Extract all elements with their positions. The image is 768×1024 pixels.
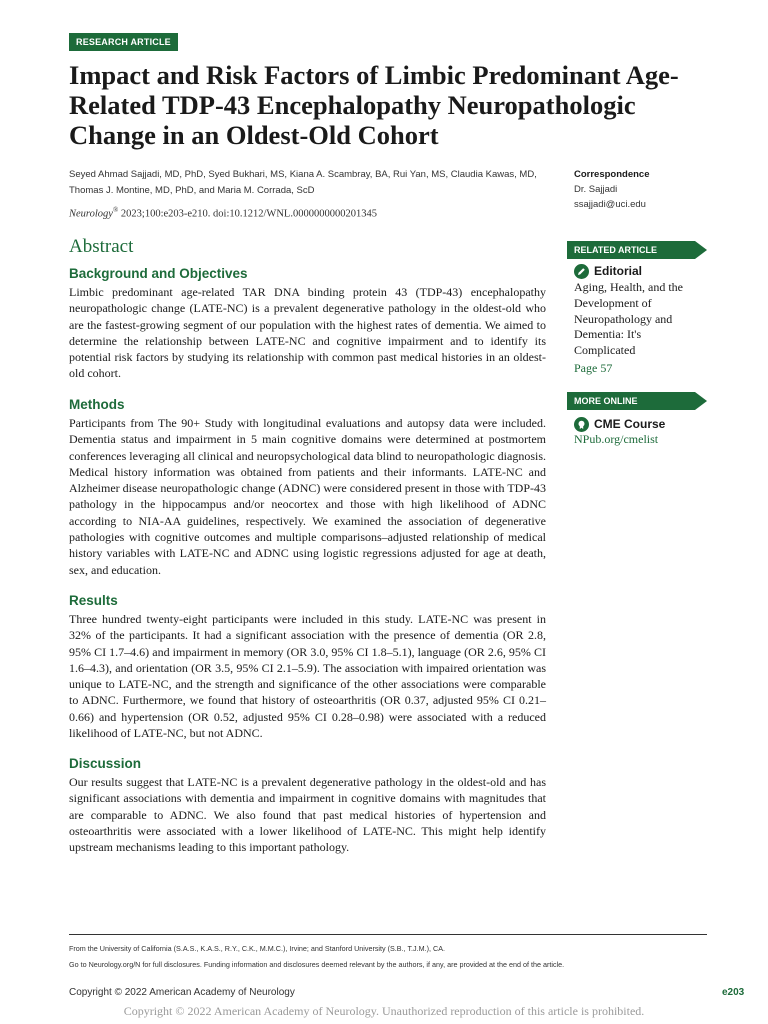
correspondence-heading: Correspondence <box>574 169 650 180</box>
affiliations-note: From the University of California (S.A.S., K.A.S., R.Y., C.K., M.M.C.), Irvine; and Stanford University (S.B., T.J.M.), CA. <box>69 944 445 953</box>
editorial-title[interactable]: Aging, Health, and the Development of Neuropathology and Dementia: It's Complicated <box>574 280 683 358</box>
citation <box>69 206 559 220</box>
cme-heading: CME Course <box>594 417 666 431</box>
abstract-heading: Abstract <box>69 236 134 257</box>
author-line-2: Thomas J. Montine, MD, PhD, and Maria M. Corrada, ScD <box>69 185 315 196</box>
more-online-tag: MORE ONLINE <box>567 392 695 410</box>
background-text: Limbic predominant age-related TAR DNA binding protein 43 (TDP-43) encephalopathy neuropathologic change (LATE-NC) is a prevalent degenerative pathology in the oldest-old who are the fastest-growing segment of our population with the highest rates of dementia. We aimed to determine the relationship between LATE-NC and cognitive impairment and to identify its potential risk factors by studying its relationship with common past medical histories in an oldest-old cohort. <box>69 285 546 381</box>
discussion-text: Our results suggest that LATE-NC is a prevalent degenerative pathology in the oldest-old and has significant associations with dementia and impairment in cognitive domains with magnitudes that are comparable to ADNC. We also found that past medical histories of hypertension and osteoarthritis were associated with a lower likelihood of LATE-NC. This might help identify upstream mechanisms leading to this important pathology. <box>69 775 546 855</box>
methods-text: Participants from The 90+ Study with longitudinal evaluations and autopsy data were included. Dementia status and impairment in 5 main cognitive domains were determined at postmortem conferences leveraging all clinical and neuropsychological data blind to neuropathologic diagnosis. Medical history information was obtained from patients and their informants. LATE-NC and Alzheimer disease neuropathologic change (ADNC) were considered present in those with TDP-43 pathology in the hippocampus and/or neocortex and those with high likelihood of ADNC according to NIA-AA guidelines, respectively. We examined the association of degenerative pathologies with cognitive outcomes and multiple comparisons–adjusted relationship of medical history variables with LATE-NC and ADNC using logistic regressions adjusted for age at death, sex, and education. <box>69 416 546 577</box>
cme-icon <box>574 417 589 432</box>
registered-mark: ® <box>112 206 119 214</box>
cme-link[interactable]: NPub.org/cmelist <box>574 432 659 446</box>
background-heading: Background and Objectives <box>69 266 248 281</box>
page-number: e203 <box>722 987 745 998</box>
discussion-heading: Discussion <box>69 756 142 771</box>
citation-details: 2023;100:e203-e210. doi:10.1212/WNL.0000000000201345 <box>118 208 377 220</box>
results-text: Three hundred twenty-eight participants were included in this study. LATE-NC was present in 32% of the participants. It had a significant association with the presence of dementia (OR 2.8, 95% CI 1.7–4.6) and impairment in memory (OR 3.0, 95% CI 1.8–5.1), language (OR 2.6, 95% CI 1.6–4.3), and orientation (OR 3.5, 95% CI 2.1–5.9). The association with impaired orientation was unique to LATE-NC, and the strength and significance of the other associations were comparable to ADNC. Furthermore, we found that history of osteoarthritis (OR 0.37, adjusted 95% CI 0.21–0.66) and hypertension (OR 0.52, adjusted 95% CI 0.28–0.98) were associated with a reduced likelihood of LATE-NC, but not ADNC. <box>69 612 546 741</box>
author-list <box>69 167 559 199</box>
editorial-heading: Editorial <box>594 264 643 278</box>
pencil-icon <box>574 264 589 279</box>
related-article-tag: RELATED ARTICLE <box>567 241 695 259</box>
editorial-page-link[interactable]: Page 57 <box>574 361 613 375</box>
author-line-1: Seyed Ahmad Sajjadi, MD, PhD, Syed Bukhari, MS, Kiana A. Scambray, BA, Rui Yan, MS, Claudia Kawas, MD, <box>69 169 537 180</box>
journal-name: Neurology <box>69 208 113 220</box>
article-type-badge: RESEARCH ARTICLE <box>69 33 178 51</box>
disclosures-note: Go to Neurology.org/N for full disclosures. Funding information and disclosures deemed relevant by the authors, if any, are provided at the end of the article. <box>69 960 565 969</box>
footnote-divider <box>69 934 707 935</box>
correspondence-email[interactable]: ssajjadi@uci.edu <box>574 199 646 210</box>
correspondence-block <box>574 167 714 212</box>
results-heading: Results <box>69 593 118 608</box>
methods-heading: Methods <box>69 397 125 412</box>
copyright-line: Copyright © 2022 American Academy of Neurology <box>69 987 295 998</box>
copyright-watermark: Copyright © 2022 American Academy of Neurology. Unauthorized reproduction of this article is prohibited. <box>123 1004 645 1018</box>
article-title: Impact and Risk Factors of Limbic Predominant Age-Related TDP-43 Encephalopathy Neuropathologic Change in an Oldest-Old Cohort <box>69 60 679 150</box>
correspondence-name: Dr. Sajjadi <box>574 184 618 195</box>
